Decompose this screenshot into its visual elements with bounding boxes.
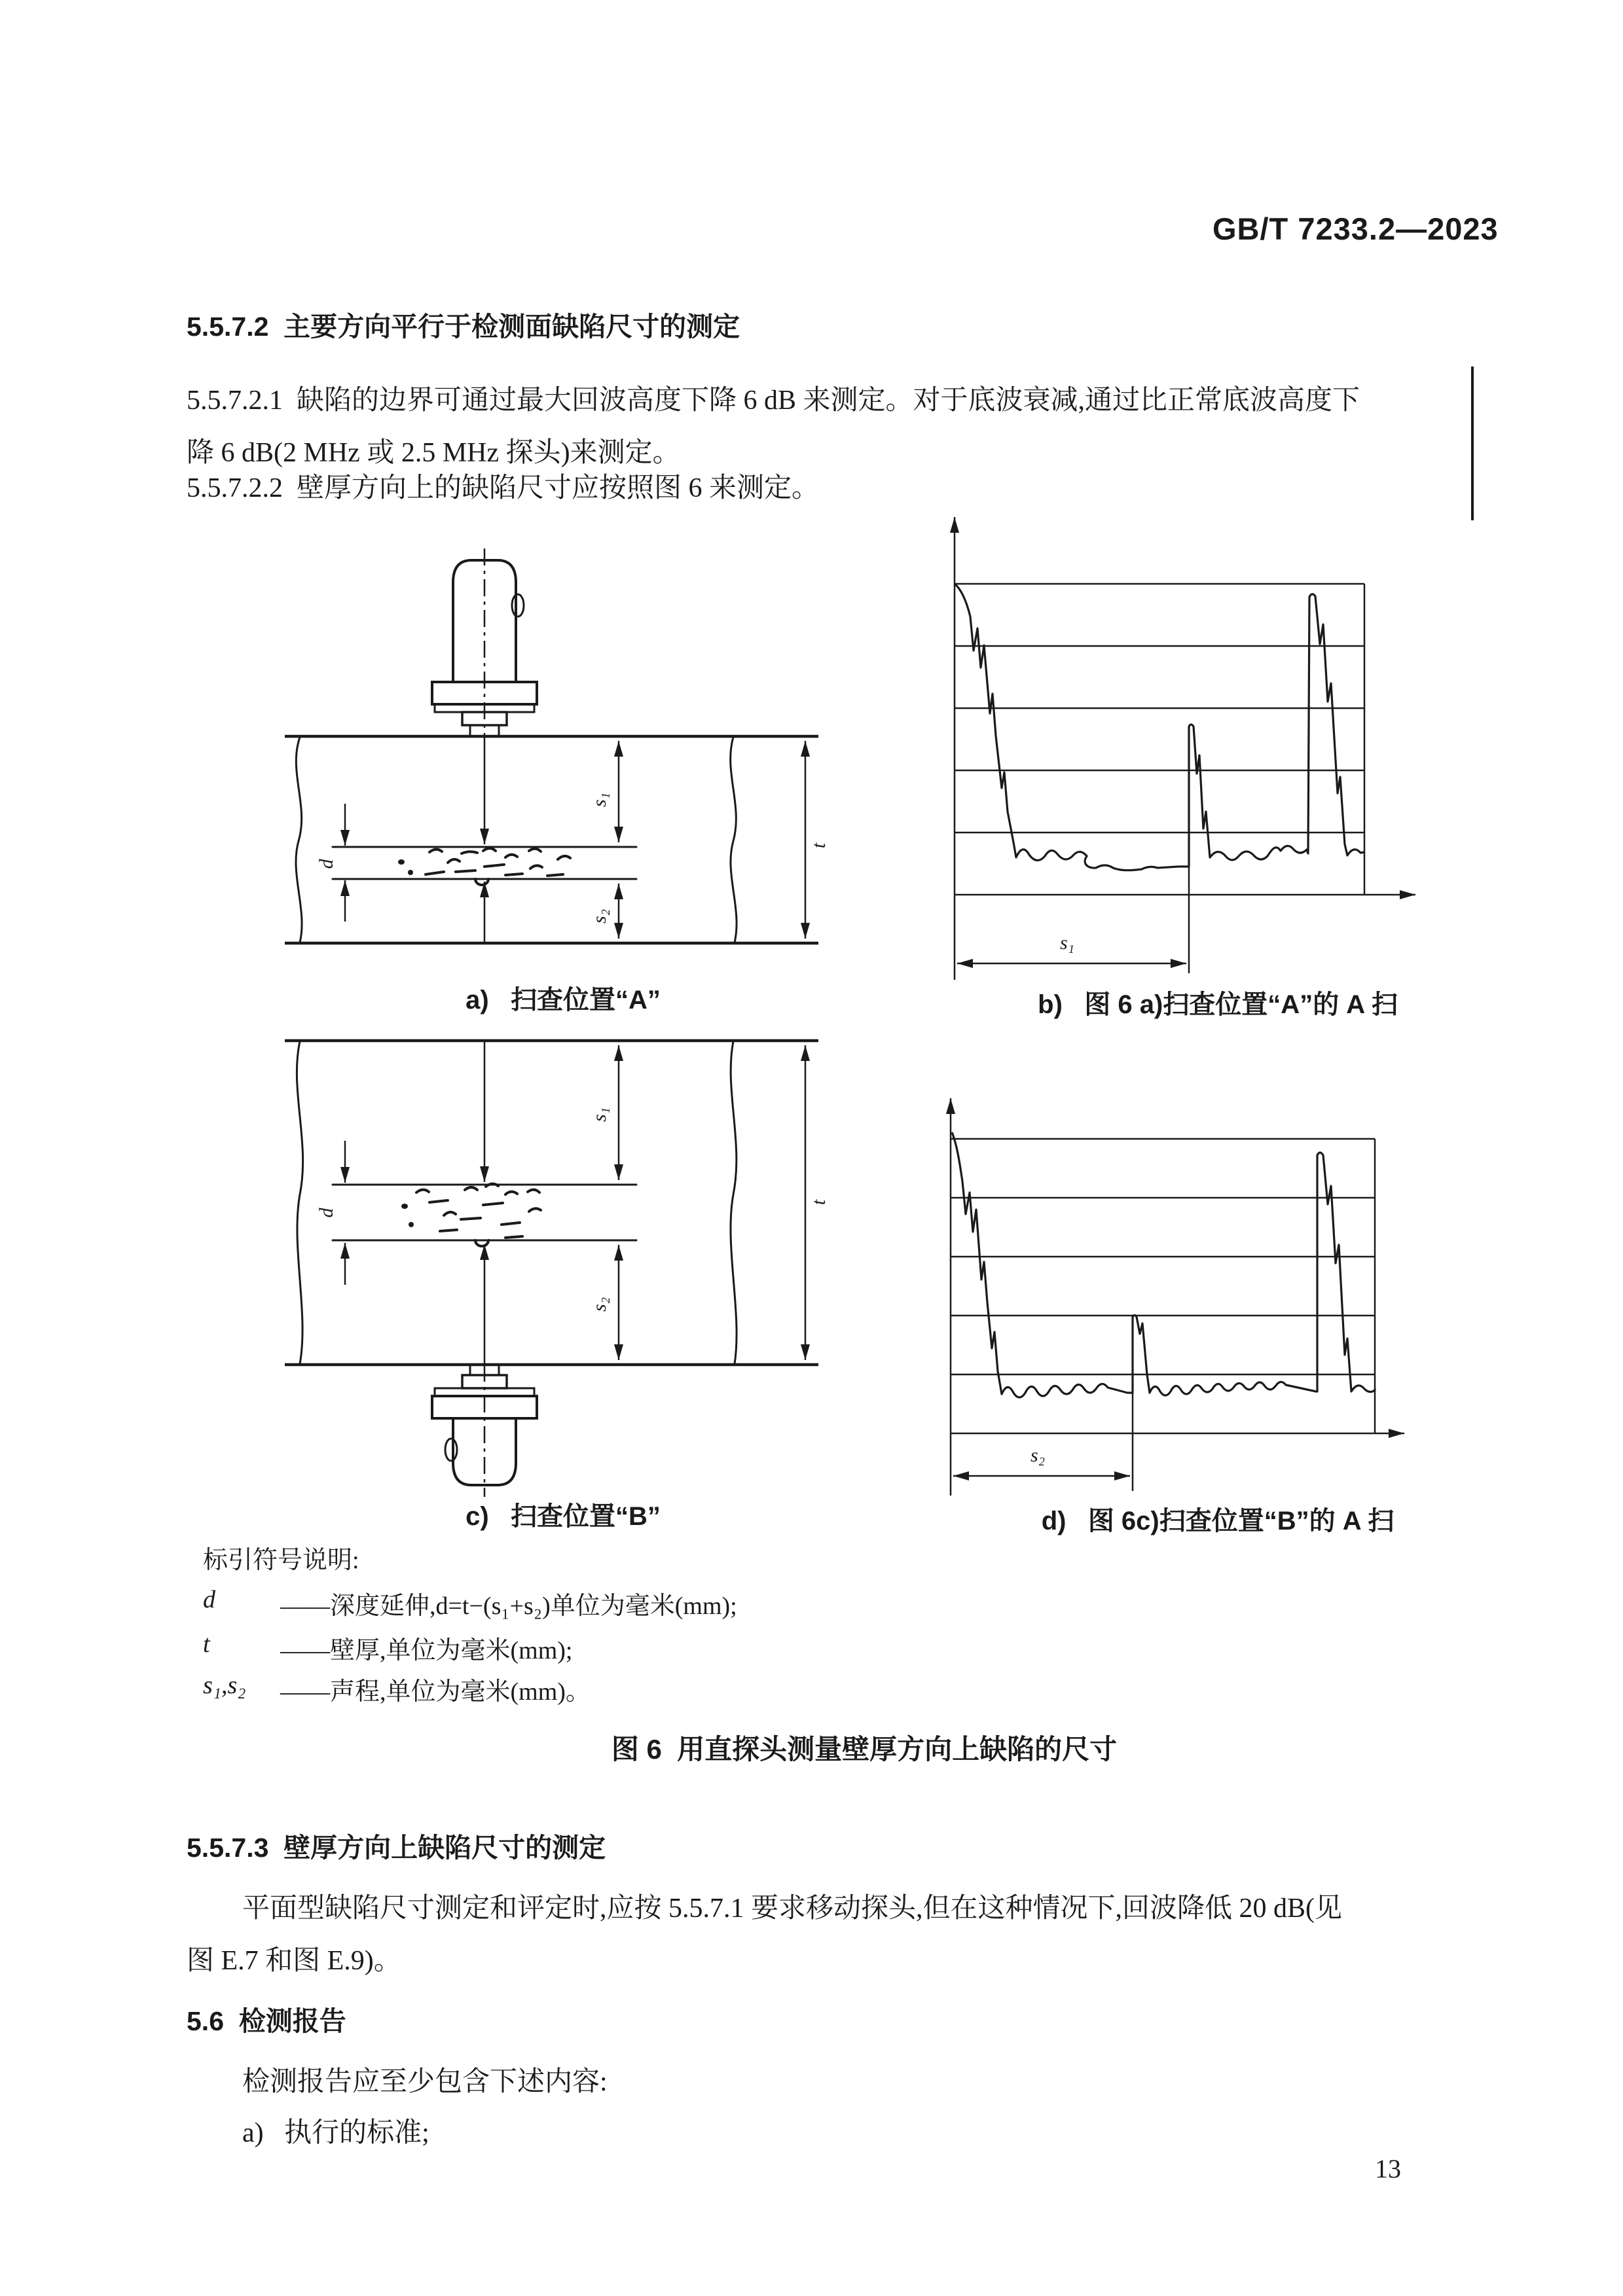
- label-s2: s₂: [589, 908, 610, 924]
- page-number: 13: [1375, 2154, 1401, 2183]
- dimension-s1: [589, 741, 619, 842]
- defect-zone: [333, 847, 636, 885]
- figure-c-diagram: [275, 1031, 851, 1502]
- label-s2: s₂: [589, 1297, 610, 1312]
- paragraph-5-5-7-2-2: 5.5.7.2.2 壁厚方向上的缺陷尺寸应按照图 6 来测定。: [187, 473, 820, 503]
- figure-a-diagram: [275, 543, 851, 975]
- plate-section: [285, 1041, 818, 1365]
- legend-row-t: [203, 1630, 1185, 1666]
- figure-6-title: 图 6 用直探头测量壁厚方向上缺陷的尺寸: [611, 1734, 1118, 1765]
- caption-b: b) 图 6 a)扫查位置“A”的 A 扫: [1038, 990, 1398, 1019]
- label-s1: s₁: [1059, 932, 1075, 954]
- caption-a: a) 扫查位置“A”: [465, 986, 661, 1014]
- legend-text: ——声程,单位为毫米(mm)。: [280, 1678, 591, 1706]
- legend-row-s1s2: [203, 1671, 1185, 1707]
- paragraph-5-5-7-2-1-line2: 降 6 dB(2 MHz 或 2.5 MHz 探头)来测定。: [187, 438, 680, 468]
- label-s2: s₂: [1030, 1444, 1046, 1466]
- heading-5-6: 5.6 检测报告: [187, 2006, 346, 2036]
- label-t: t: [808, 1199, 830, 1206]
- paragraph-5-5-7-3-line1: 平面型缺陷尺寸测定和评定时,应按 5.5.7.1 要求移动探头,但在这种情况下,回波降低 20 dB(见: [242, 1893, 1343, 1924]
- dimension-s1: [957, 932, 1186, 963]
- label-d: d: [316, 1208, 337, 1218]
- label-s1: s₁: [589, 792, 610, 808]
- dimension-d: [316, 804, 345, 922]
- defect-zone: [333, 1184, 636, 1246]
- ascan-trace: [952, 1132, 1375, 1491]
- dimension-t: [805, 1045, 830, 1360]
- dimension-t: [805, 741, 830, 939]
- label-s1: s₁: [589, 1107, 610, 1122]
- dimension-s2: [589, 884, 619, 939]
- dimension-s1: [589, 1045, 619, 1180]
- doc-number: GB/T 7233.2—2023: [1213, 211, 1499, 246]
- paragraph-5-5-7-2-1-line1: 5.5.7.2.1 缺陷的边界可通过最大回波高度下降 6 dB 来测定。对于底波衰减,通过比正常底波高度下: [187, 386, 1360, 416]
- legend-row-d: [203, 1585, 1185, 1621]
- list-item-a: a) 执行的标准;: [242, 2118, 429, 2148]
- dimension-s2: [953, 1444, 1130, 1476]
- legend-symbol: t: [203, 1630, 210, 1658]
- legend-title: 标引符号说明:: [203, 1547, 359, 1574]
- legend-symbol: s₁,s₂: [203, 1672, 246, 1699]
- legend-symbol: d: [203, 1586, 215, 1613]
- label-d: d: [316, 859, 337, 869]
- heading-5-5-7-2: 5.5.7.2 主要方向平行于检测面缺陷尺寸的测定: [187, 312, 740, 342]
- caption-d: d) 图 6c)扫查位置“B”的 A 扫: [1041, 1507, 1395, 1535]
- label-t: t: [808, 842, 830, 849]
- revision-change-bar: [1471, 367, 1474, 520]
- paragraph-5-6: 检测报告应至少包含下述内容:: [242, 2067, 608, 2097]
- legend-text: ——深度延伸,d=t−(s₁+s₂)单位为毫米(mm);: [280, 1592, 737, 1620]
- ascan-trace: [955, 584, 1364, 973]
- ascan-grid: [955, 517, 1415, 980]
- paragraph-5-5-7-3-line2: 图 E.7 和图 E.9)。: [187, 1946, 401, 1976]
- legend-text: ——壁厚,单位为毫米(mm);: [280, 1637, 573, 1664]
- figure-d-ascan: [917, 1067, 1480, 1525]
- heading-5-5-7-3: 5.5.7.3 壁厚方向上缺陷尺寸的测定: [187, 1833, 606, 1863]
- dimension-d: [316, 1141, 345, 1285]
- plate-section: [285, 736, 818, 943]
- figure-b-ascan: [917, 486, 1453, 1003]
- caption-c: c) 扫查位置“B”: [465, 1502, 661, 1531]
- dimension-s2: [589, 1245, 619, 1360]
- ascan-grid: [951, 1098, 1404, 1496]
